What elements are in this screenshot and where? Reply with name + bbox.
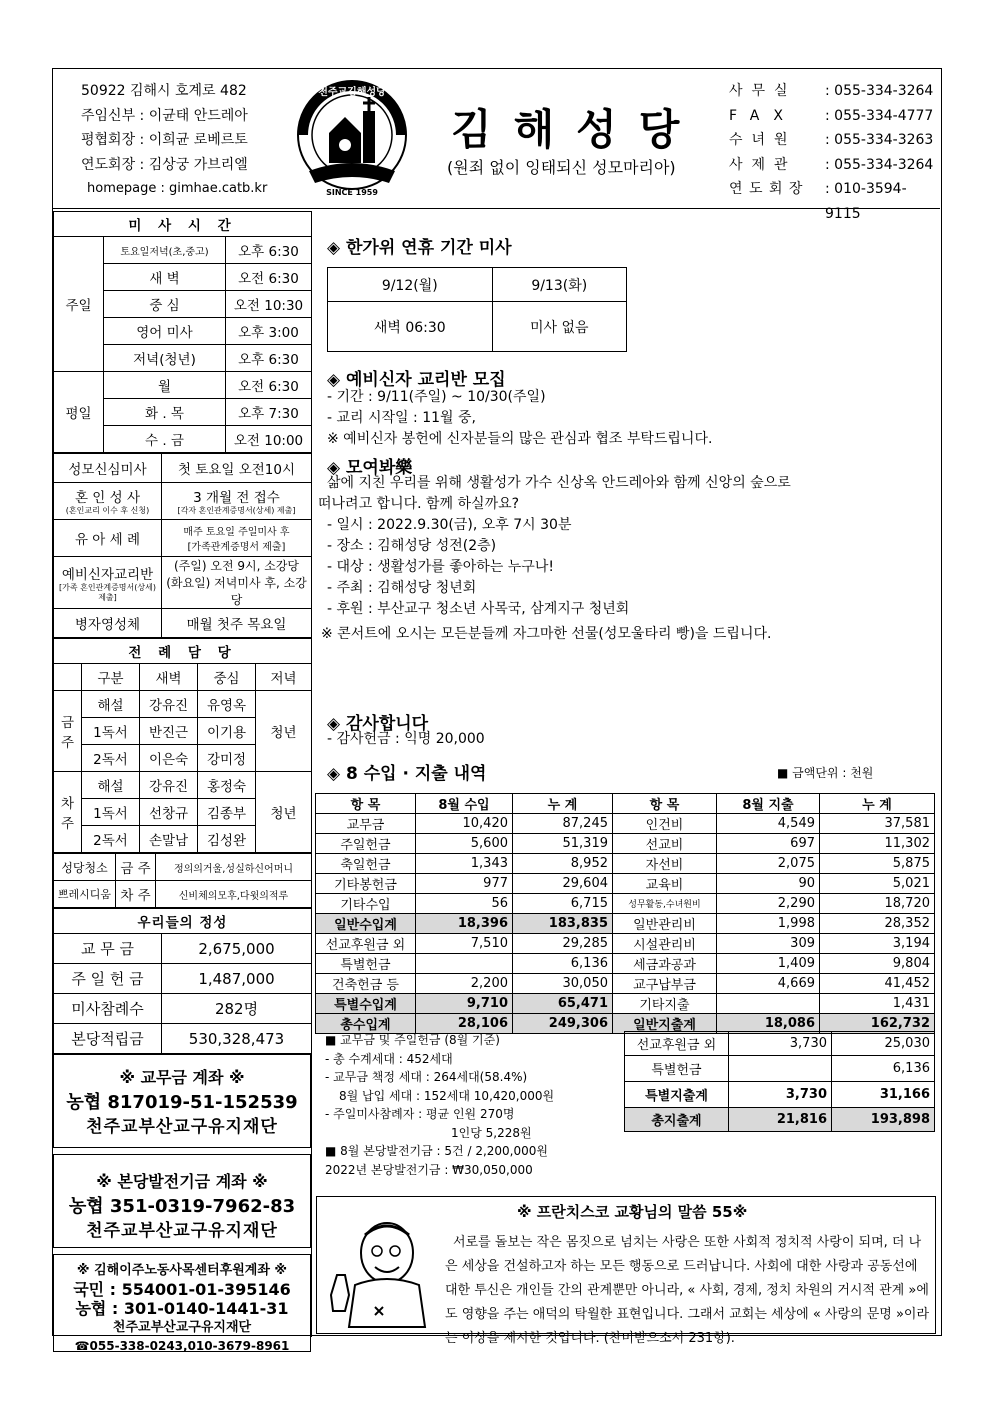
mass-time: 오전 10:30 bbox=[226, 291, 312, 318]
mass-time: 오후 3:00 bbox=[226, 318, 312, 345]
contact-row bbox=[729, 153, 935, 178]
finance-amount: 2,290 bbox=[717, 894, 820, 914]
offering-name: 교 무 금 bbox=[54, 934, 162, 964]
cleaning-week: 차 주 bbox=[116, 881, 156, 908]
church-title: 김해성당 bbox=[451, 105, 702, 154]
mass-time: 오전 6:30 bbox=[226, 372, 312, 399]
cleaning-group: 정의의거울,성실하신어머니 bbox=[156, 854, 312, 881]
note-line: - 주일미사참례자 : 평균 인원 270명 bbox=[325, 1107, 515, 1121]
liturgy-person: 강미정 bbox=[198, 745, 256, 772]
finance-item: 특별지출계 bbox=[625, 1082, 729, 1108]
offerings-heading: 우리들의 정성 bbox=[54, 909, 312, 934]
finance-amount: 2,075 bbox=[717, 854, 820, 874]
finance-amount: 9,804 bbox=[820, 954, 935, 974]
unit-note: ■ 금액단위 : 천원 bbox=[777, 766, 874, 780]
note-line: - 총 수계세대 : 452세대 bbox=[325, 1051, 453, 1066]
sacrament-value: 매주 토요일 주일미사 후 bbox=[183, 527, 290, 538]
finance-notes bbox=[325, 1031, 554, 1179]
mass-name: 중 심 bbox=[104, 291, 226, 318]
contact-value: : 055-334-3264 bbox=[825, 156, 934, 173]
special-expense-row bbox=[625, 1032, 935, 1056]
finance-item: 일반관리비 bbox=[613, 914, 717, 934]
finance-item: 기타봉헌금 bbox=[316, 874, 416, 894]
concert-line: - 대상 : 생활성가를 좋아하는 누구나! bbox=[327, 559, 554, 575]
finance-row bbox=[316, 994, 935, 1014]
finance-item: 주일헌금 bbox=[316, 834, 416, 854]
finance-amount: 1,431 bbox=[820, 994, 935, 1014]
sacrament-name: 성모신심미사 bbox=[54, 454, 162, 483]
pope-message-box bbox=[316, 1196, 936, 1346]
finance-amount: 90 bbox=[717, 874, 820, 894]
mass-name: 화 . 목 bbox=[104, 399, 226, 426]
finance-amount: 162,732 bbox=[820, 1014, 935, 1034]
finance-amount: 5,600 bbox=[416, 834, 513, 854]
finance-amount bbox=[729, 1056, 832, 1082]
account-box-3 bbox=[53, 1254, 311, 1352]
church-logo-icon bbox=[289, 75, 415, 201]
finance-item: 인건비 bbox=[613, 814, 717, 834]
cleaning-group: 신비체의모후,다윗의적루 bbox=[156, 881, 312, 908]
pastor: 주임신부 : 이균태 안드레아 bbox=[81, 107, 248, 124]
mass-time: 오전 10:00 bbox=[226, 426, 312, 453]
contact-label: 연 도 회 장 bbox=[729, 181, 804, 197]
contact-value: : 010-3594-9115 bbox=[825, 181, 907, 222]
contact-value: : 055-334-3263 bbox=[825, 132, 934, 148]
finance-head: 8월 수입 bbox=[416, 794, 513, 814]
mass-time: 오전 6:30 bbox=[226, 264, 312, 291]
sacrament-value: (화요일) 저녁미사 후, 소강당 bbox=[166, 576, 307, 607]
finance-amount: 87,245 bbox=[513, 814, 613, 834]
holiday-mass-time: 미사 없음 bbox=[492, 302, 626, 352]
next-week-label: 차주 bbox=[54, 772, 82, 853]
mass-name: 영어 미사 bbox=[104, 318, 226, 345]
finance-head: 항 목 bbox=[316, 794, 416, 814]
finance-amount: 65,471 bbox=[513, 994, 613, 1014]
finance-amount: 6,136 bbox=[513, 954, 613, 974]
account-owner: 천주교부산교구유지재단 bbox=[112, 1320, 252, 1335]
offering-value: 2,675,000 bbox=[162, 934, 312, 964]
offering-name: 미사참례수 bbox=[54, 994, 162, 1024]
logo-since: SINCE 1959 bbox=[326, 188, 378, 197]
special-expense-row bbox=[625, 1108, 935, 1132]
concert-line: 떠나려고 합니다. 함께 하실까요? bbox=[318, 496, 520, 512]
finance-amount: 5,875 bbox=[820, 854, 935, 874]
finance-row bbox=[316, 954, 935, 974]
youth-chair: 연도회장 : 김상궁 가브리엘 bbox=[81, 156, 248, 173]
account-box-1 bbox=[53, 1054, 311, 1148]
concert-line: - 주최 : 김해성당 청년회 bbox=[327, 580, 477, 596]
finance-amount: 249,306 bbox=[513, 1014, 613, 1034]
concert-line: 삶에 지친 우리를 위해 생활성가 가수 신상옥 안드레아와 함께 신앙의 숲으로 bbox=[327, 475, 791, 491]
finance-amount: 28,352 bbox=[820, 914, 935, 934]
finance-amount: 9,710 bbox=[416, 994, 513, 1014]
mass-time-table bbox=[53, 211, 312, 453]
contact-label: FAX bbox=[729, 107, 797, 124]
holiday-date: 9/12(월) bbox=[328, 268, 493, 302]
section-catechumen: ◈ 예비신자 교리반 모집 bbox=[327, 370, 506, 390]
note-line: 2022년 본당발전기금 : ₩30,050,000 bbox=[325, 1162, 533, 1177]
finance-amount: 6,136 bbox=[832, 1056, 935, 1082]
council-chair: 평협회장 : 이희균 로베르토 bbox=[81, 132, 248, 148]
holiday-mass-table bbox=[327, 267, 627, 352]
account-title: ※ 본당발전기금 계좌 ※ bbox=[96, 1172, 268, 1191]
header bbox=[53, 69, 940, 222]
concert-text bbox=[318, 473, 938, 645]
note-line: 1인당 5,228원 bbox=[451, 1125, 532, 1140]
account-number: 농협 351-0319-7962-83 bbox=[68, 1196, 296, 1217]
liturgy-person: 선창규 bbox=[140, 799, 198, 826]
mass-name: 토요일저녁(초,중고) bbox=[104, 237, 226, 264]
concert-line: ※ 콘서트에 오시는 모든분들께 자그마한 선물(성모울타리 빵)을 드립니다. bbox=[321, 626, 772, 642]
finance-item: 교구납부금 bbox=[613, 974, 717, 994]
liturgy-role: 해설 bbox=[82, 691, 140, 718]
finance-amount: 11,302 bbox=[820, 834, 935, 854]
sacrament-name: 예비신자교리반 bbox=[61, 566, 154, 583]
offering-value: 1,487,000 bbox=[162, 964, 312, 994]
account-box-2 bbox=[53, 1154, 311, 1248]
finance-amount: 56 bbox=[416, 894, 513, 914]
finance-amount: 7,510 bbox=[416, 934, 513, 954]
offering-name: 본당적립금 bbox=[54, 1024, 162, 1054]
pope-body: 서로를 돌보는 작은 몸짓으로 넘치는 사랑은 또한 사회적 정치적 사랑이 되며, 더 나은 세상을 건설하고자 하는 모든 행동으로 드러납니다. 사회에 대한 사랑과 공동선에 대한 투신은 개인들 간의 관계뿐만 아니라, « 사회, 경제, 정치 차원의 거시적 관계 »에도 영향을 주는 애덕의 탁월한 표현입니다. 그래서 교회는 세상에 « 사랑의 문명 »이라는 이상을 제시한 것입니다. (찬미받으소서 231항). bbox=[445, 1235, 930, 1346]
finance-amount: 29,604 bbox=[513, 874, 613, 894]
sacrament-value: 3 개월 전 접수 bbox=[193, 490, 280, 506]
liturgy-role: 2독서 bbox=[82, 745, 140, 772]
sunday-label: 주일 bbox=[54, 237, 104, 372]
bulletin-page bbox=[52, 68, 942, 1353]
finance-row bbox=[316, 974, 935, 994]
catechumen-line: ※ 예비신자 봉헌에 신자분들의 많은 관심과 협조 부탁드립니다. bbox=[327, 431, 713, 447]
finance-item: 일반지출계 bbox=[613, 1014, 717, 1034]
finance-amount: 31,166 bbox=[832, 1082, 935, 1108]
finance-row bbox=[316, 814, 935, 834]
finance-item: 성무활동,수녀원비 bbox=[613, 894, 717, 914]
finance-amount: 28,106 bbox=[416, 1014, 513, 1034]
finance-item: 선교후원금 외 bbox=[316, 934, 416, 954]
finance-item: 기타지출 bbox=[613, 994, 717, 1014]
liturgy-person: 홍정숙 bbox=[198, 772, 256, 799]
account-number: 국민 : 554001-01-395146 bbox=[73, 1280, 291, 1299]
finance-item: 시설관리비 bbox=[613, 934, 717, 954]
finance-item: 특별헌금 bbox=[625, 1056, 729, 1082]
sacrament-note: (혼인교리 이수 후 신청) bbox=[65, 506, 150, 515]
finance-item: 세금과공과 bbox=[613, 954, 717, 974]
contact-row bbox=[729, 104, 935, 129]
contact-label: 사무실 bbox=[729, 83, 797, 99]
finance-item: 교육비 bbox=[613, 874, 717, 894]
special-expense-table bbox=[624, 1031, 935, 1132]
liturgy-person: 손말남 bbox=[140, 826, 198, 853]
mass-time: 오후 6:30 bbox=[226, 345, 312, 372]
catechumen-text bbox=[327, 387, 712, 450]
finance-head: 항 목 bbox=[613, 794, 717, 814]
finance-amount: 8,952 bbox=[513, 854, 613, 874]
note-line: ■ 교무금 및 주일헌금 (8월 기준) bbox=[325, 1033, 500, 1047]
header-left-info bbox=[81, 79, 267, 202]
finance-amount: 18,396 bbox=[416, 914, 513, 934]
liturgy-heading: 전 례 담 당 bbox=[54, 639, 312, 664]
finance-row bbox=[316, 894, 935, 914]
finance-head: 누 계 bbox=[513, 794, 613, 814]
account-owner: 천주교부산교구유지재단 bbox=[86, 1117, 278, 1137]
finance-amount: 2,200 bbox=[416, 974, 513, 994]
finance-table bbox=[315, 793, 935, 1034]
liturgy-person: 김종부 bbox=[198, 799, 256, 826]
finance-amount: 1,343 bbox=[416, 854, 513, 874]
finance-amount: 18,720 bbox=[820, 894, 935, 914]
liturgy-person: 반진근 bbox=[140, 718, 198, 745]
liturgy-person: 강유진 bbox=[140, 772, 198, 799]
cleaning-week: 금 주 bbox=[116, 854, 156, 881]
liturgy-col: 구분 bbox=[82, 664, 140, 691]
offerings-table bbox=[53, 908, 312, 1054]
sacrament-note: [가족 혼인관계증명서(상세) 제출] bbox=[59, 582, 156, 602]
contact-value: : 055-334-3264 bbox=[825, 83, 934, 99]
concert-line: - 일시 : 2022.9.30(금), 오후 7시 30분 bbox=[327, 517, 572, 533]
sacrament-value: 매월 첫주 목요일 bbox=[162, 609, 312, 638]
finance-amount bbox=[416, 954, 513, 974]
catechumen-line: - 교리 시작일 : 11월 중, bbox=[327, 410, 476, 426]
account-phone: ☎055-338-0243,010-3679-8961 bbox=[74, 1339, 290, 1353]
contact-label: 사제관 bbox=[729, 156, 797, 173]
cleaning-label: 쁘레시디움 bbox=[54, 881, 116, 908]
contact-row bbox=[729, 79, 935, 104]
liturgy-col: 저녁 bbox=[256, 664, 312, 691]
finance-amount: 309 bbox=[717, 934, 820, 954]
finance-item: 선교비 bbox=[613, 834, 717, 854]
finance-item: 기타수입 bbox=[316, 894, 416, 914]
finance-head: 8월 지출 bbox=[717, 794, 820, 814]
finance-amount: 1,409 bbox=[717, 954, 820, 974]
finance-amount bbox=[717, 994, 820, 1014]
section-finance: ◈ 8 수입 · 지출 내역 bbox=[327, 764, 487, 784]
concert-line: - 후원 : 부산교구 청소년 사목국, 삼계지구 청년회 bbox=[327, 601, 630, 617]
finance-amount: 29,285 bbox=[513, 934, 613, 954]
special-expense-row bbox=[625, 1082, 935, 1108]
liturgy-role: 1독서 bbox=[82, 799, 140, 826]
finance-amount: 41,452 bbox=[820, 974, 935, 994]
this-week-label: 금주 bbox=[54, 691, 82, 772]
liturgy-role: 해설 bbox=[82, 772, 140, 799]
account-number: 농협 : 301-0140-1441-31 bbox=[75, 1299, 289, 1318]
liturgy-person: 유영옥 bbox=[198, 691, 256, 718]
section-concert: ◈ 모여봐樂 bbox=[327, 458, 413, 478]
finance-item: 교무금 bbox=[316, 814, 416, 834]
finance-amount: 977 bbox=[416, 874, 513, 894]
finance-item: 특별수입계 bbox=[316, 994, 416, 1014]
finance-item: 특별헌금 bbox=[316, 954, 416, 974]
section-thanks: ◈ 감사합니다 bbox=[327, 714, 429, 734]
pope-cartoon-icon bbox=[325, 1215, 435, 1330]
finance-row bbox=[316, 854, 935, 874]
contact-row bbox=[729, 128, 935, 153]
finance-amount: 4,669 bbox=[717, 974, 820, 994]
left-column bbox=[53, 211, 312, 1353]
liturgy-table bbox=[53, 638, 312, 853]
finance-amount: 5,021 bbox=[820, 874, 935, 894]
sacrament-value: 첫 토요일 오전10시 bbox=[162, 454, 312, 483]
account-number: 농협 817019-51-152539 bbox=[66, 1092, 298, 1113]
liturgy-role: 2독서 bbox=[82, 826, 140, 853]
finance-amount: 6,715 bbox=[513, 894, 613, 914]
contact-value: : 055-334-4777 bbox=[825, 107, 934, 124]
liturgy-col: 중심 bbox=[198, 664, 256, 691]
contact-label: 수녀원 bbox=[729, 132, 797, 148]
finance-item: 일반수입계 bbox=[316, 914, 416, 934]
finance-amount: 18,086 bbox=[717, 1014, 820, 1034]
holiday-date: 9/13(화) bbox=[492, 268, 626, 302]
mass-name: 월 bbox=[104, 372, 226, 399]
offering-name: 주 일 헌 금 bbox=[54, 964, 162, 994]
finance-amount: 183,835 bbox=[513, 914, 613, 934]
finance-item: 총지출계 bbox=[625, 1108, 729, 1132]
finance-amount: 3,730 bbox=[729, 1032, 832, 1056]
sacrament-note: [각자 혼인관계증명서(상세) 제출] bbox=[177, 506, 296, 515]
liturgy-person: 이기용 bbox=[198, 718, 256, 745]
finance-item: 선교후원금 외 bbox=[625, 1032, 729, 1056]
finance-amount: 25,030 bbox=[832, 1032, 935, 1056]
mass-name: 새 벽 bbox=[104, 264, 226, 291]
finance-head: 누 계 bbox=[820, 794, 935, 814]
mass-time: 오후 7:30 bbox=[226, 399, 312, 426]
finance-amount: 3,730 bbox=[729, 1082, 832, 1108]
liturgy-person: 강유진 bbox=[140, 691, 198, 718]
sacrament-name: 병자영성체 bbox=[54, 609, 162, 638]
catechumen-line: - 기간 : 9/11(주일) ~ 10/30(주일) bbox=[327, 389, 546, 405]
finance-amount: 697 bbox=[717, 834, 820, 854]
offering-value: 282명 bbox=[162, 994, 312, 1024]
finance-amount: 30,050 bbox=[513, 974, 613, 994]
liturgy-role: 1독서 bbox=[82, 718, 140, 745]
finance-item: 자선비 bbox=[613, 854, 717, 874]
finance-amount: 193,898 bbox=[832, 1108, 935, 1132]
finance-row bbox=[316, 934, 935, 954]
cleaning-label: 성당청소 bbox=[54, 854, 116, 881]
sacrament-name: 혼 인 성 사 bbox=[74, 490, 141, 506]
mass-name: 저녁(청년) bbox=[104, 345, 226, 372]
note-line: - 교무금 책정 세대 : 264세대(58.4%) bbox=[325, 1070, 528, 1084]
sacrament-name: 유 아 세 례 bbox=[54, 520, 162, 557]
sacraments-table bbox=[53, 453, 312, 638]
contact-list bbox=[729, 79, 935, 226]
finance-amount: 37,581 bbox=[820, 814, 935, 834]
finance-amount: 3,194 bbox=[820, 934, 935, 954]
thanks-line: - 감사헌금 : 익명 20,000 bbox=[327, 731, 485, 747]
sacrament-value: (주일) 오전 9시, 소강당 bbox=[174, 559, 299, 573]
mass-heading: 미 사 시 간 bbox=[54, 212, 312, 237]
liturgy-person: 김성완 bbox=[198, 826, 256, 853]
finance-item: 총수입계 bbox=[316, 1014, 416, 1034]
finance-item: 축일헌금 bbox=[316, 854, 416, 874]
finance-amount: 4,549 bbox=[717, 814, 820, 834]
finance-item: 건축헌금 등 bbox=[316, 974, 416, 994]
account-title: ※ 교무금 계좌 ※ bbox=[119, 1068, 245, 1087]
finance-row bbox=[316, 874, 935, 894]
offering-value: 530,328,473 bbox=[162, 1024, 312, 1054]
address: 50922 김해시 호계로 482 bbox=[81, 83, 247, 99]
liturgy-evening: 청년 bbox=[256, 772, 312, 853]
finance-amount: 10,420 bbox=[416, 814, 513, 834]
liturgy-col: 새벽 bbox=[140, 664, 198, 691]
right-column bbox=[315, 211, 940, 1346]
weekday-label: 평일 bbox=[54, 372, 104, 453]
finance-row bbox=[316, 834, 935, 854]
liturgy-person: 이은숙 bbox=[140, 745, 198, 772]
account-owner: 천주교부산교구유지재단 bbox=[86, 1221, 278, 1241]
holiday-mass-time: 새벽 06:30 bbox=[328, 302, 493, 352]
sacrament-note: [가족관계증명서 제출] bbox=[187, 542, 286, 553]
mass-time: 오후 6:30 bbox=[226, 237, 312, 264]
finance-row bbox=[316, 914, 935, 934]
church-subtitle: (원죄 없이 잉태되신 성모마리아) bbox=[447, 158, 676, 177]
finance-amount: 51,319 bbox=[513, 834, 613, 854]
note-line: ■ 8월 본당발전기금 : 5건 / 2,200,000원 bbox=[325, 1144, 548, 1158]
special-expense-row bbox=[625, 1056, 935, 1082]
pope-title: ※ 프란치스코 교황님의 말씀 55※ bbox=[517, 1203, 748, 1221]
homepage: homepage : gimhae.catb.kr bbox=[87, 181, 268, 196]
section-holiday-mass: ◈ 한가위 연휴 기간 미사 bbox=[327, 238, 512, 258]
liturgy-evening: 청년 bbox=[256, 691, 312, 772]
finance-amount: 1,998 bbox=[717, 914, 820, 934]
note-line: 8월 납입 세대 : 152세대 10,420,000원 bbox=[339, 1088, 555, 1103]
finance-amount: 21,816 bbox=[729, 1108, 832, 1132]
mass-name: 수 . 금 bbox=[104, 426, 226, 453]
concert-line: - 장소 : 김해성당 성전(2층) bbox=[327, 538, 497, 554]
cleaning-table bbox=[53, 853, 312, 908]
logo-title: 천주교김해성당 bbox=[318, 87, 386, 98]
account-title: ※ 김해이주노동사목센터후원계좌 ※ bbox=[76, 1263, 288, 1278]
